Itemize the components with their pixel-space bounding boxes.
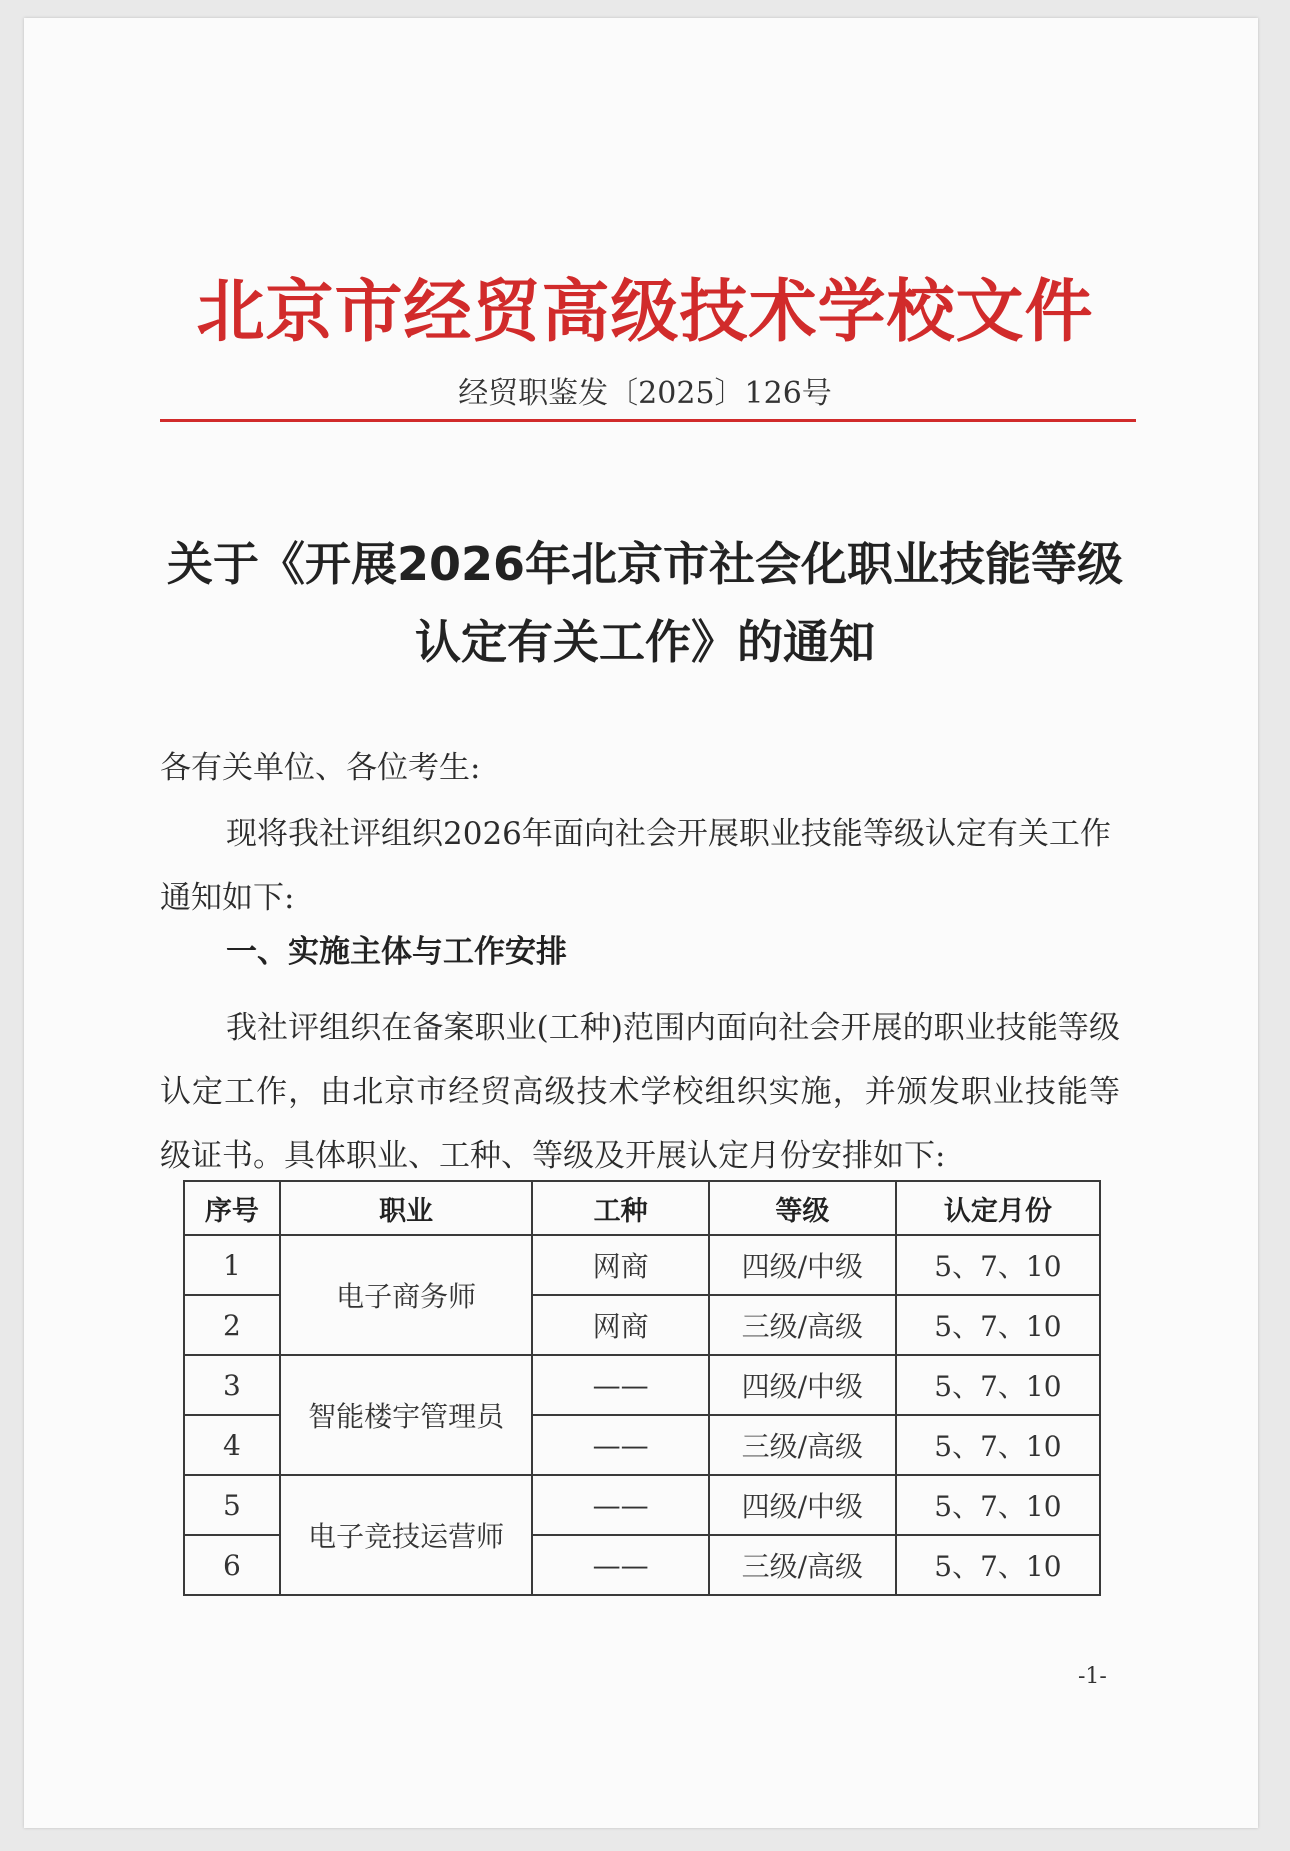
cell-type: —— xyxy=(532,1535,709,1595)
occupation-table xyxy=(183,1180,1101,1596)
page-number: -1- xyxy=(1078,1664,1107,1689)
cell-months: 5、7、10 xyxy=(896,1295,1100,1355)
cell-months: 5、7、10 xyxy=(896,1235,1100,1295)
cell-no: 1 xyxy=(184,1235,280,1295)
letterhead-title: 北京市经贸高级技术学校文件 xyxy=(196,273,1094,352)
cell-type: —— xyxy=(532,1355,709,1415)
table-row xyxy=(184,1475,1100,1535)
header-no: 序号 xyxy=(184,1181,280,1235)
cell-type: 网商 xyxy=(532,1235,709,1295)
notice-title xyxy=(120,525,1170,681)
cell-months: 5、7、10 xyxy=(896,1415,1100,1475)
cell-type: —— xyxy=(532,1415,709,1475)
title-line-1: 关于《开展2026年北京市社会化职业技能等级 xyxy=(166,537,1124,591)
header-months: 认定月份 xyxy=(896,1181,1100,1235)
intro-paragraph: 现将我社评组织2026年面向社会开展职业技能等级认定有关工作通知如下: xyxy=(160,816,1111,916)
cell-no: 4 xyxy=(184,1415,280,1475)
cell-level: 三级/高级 xyxy=(709,1295,896,1355)
table-header-row xyxy=(184,1181,1100,1235)
red-divider xyxy=(160,419,1136,422)
table-row xyxy=(184,1235,1100,1295)
header-level: 等级 xyxy=(709,1181,896,1235)
cell-months: 5、7、10 xyxy=(896,1355,1100,1415)
cell-level: 三级/高级 xyxy=(709,1415,896,1475)
section-body: 我社评组织在备案职业(工种)范围内面向社会开展的职业技能等级认定工作，由北京市经贸高级技术学校组织实施，并颁发职业技能等级证书。具体职业、工种、等级及开展认定月份安排如下: xyxy=(160,1010,1120,1174)
cell-level: 三级/高级 xyxy=(709,1535,896,1595)
header-type: 工种 xyxy=(532,1181,709,1235)
table-row xyxy=(184,1355,1100,1415)
header-occupation: 职业 xyxy=(280,1181,533,1235)
cell-type: 网商 xyxy=(532,1295,709,1355)
cell-no: 6 xyxy=(184,1535,280,1595)
cell-no: 3 xyxy=(184,1355,280,1415)
cell-level: 四级/中级 xyxy=(709,1475,896,1535)
cell-no: 2 xyxy=(184,1295,280,1355)
cell-occupation: 电子竞技运营师 xyxy=(280,1475,533,1595)
title-line-2: 认定有关工作》的通知 xyxy=(415,615,875,669)
section-heading: 一、实施主体与工作安排 xyxy=(226,934,567,970)
cell-level: 四级/中级 xyxy=(709,1235,896,1295)
cell-level: 四级/中级 xyxy=(709,1355,896,1415)
cell-type: —— xyxy=(532,1475,709,1535)
cell-months: 5、7、10 xyxy=(896,1475,1100,1535)
salutation: 各有关单位、各位考生: xyxy=(160,750,481,786)
document-number: 经贸职鉴发〔2025〕126号 xyxy=(458,376,832,411)
cell-no: 5 xyxy=(184,1475,280,1535)
cell-occupation: 电子商务师 xyxy=(280,1235,533,1355)
cell-months: 5、7、10 xyxy=(896,1535,1100,1595)
cell-occupation: 智能楼宇管理员 xyxy=(280,1355,533,1475)
